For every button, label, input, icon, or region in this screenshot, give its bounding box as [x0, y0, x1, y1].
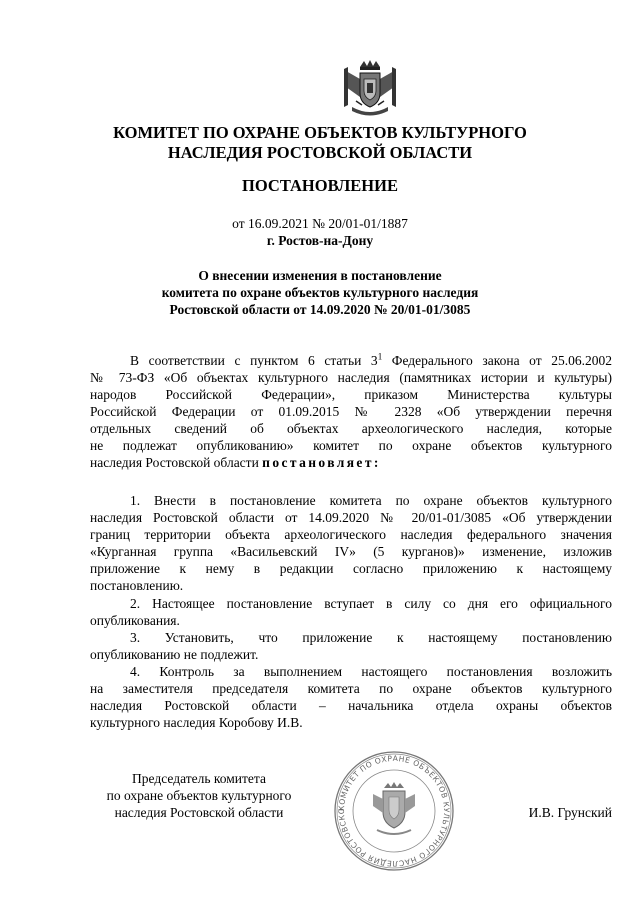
item-1-line: приложение к нему в редакции согласно приложению к настоящему — [90, 561, 612, 576]
resolves-word: постановляет: — [262, 455, 381, 470]
item-2-line: 2. Настоящее постановление вступает в силу со дня его официального — [130, 596, 612, 611]
item-4-line: культурного наследия Коробову И.В. — [90, 715, 303, 730]
preamble-line-7: наследия Ростовской области постановляет: — [90, 455, 381, 470]
subject-line1: О внесении изменения в постановление — [198, 268, 442, 283]
item-4 — [90, 663, 612, 731]
preamble-line-5: отдельных сведений об объектах археологического наследия, которые — [90, 421, 612, 436]
coat-of-arms-emblem — [338, 57, 402, 121]
preamble-line-2: № 73-ФЗ «Об объектах культурного наследия (памятниках истории и культуры) — [90, 370, 612, 385]
subject-line2: комитета по охране объектов культурного наследия — [161, 285, 479, 300]
document-type: ПОСТАНОВЛЕНИЕ — [242, 176, 398, 195]
item-1-line: «Курганная группа «Васильевский IV» (5 курганов)» изменение, изложив — [90, 544, 612, 559]
item-1-line: наследия Ростовской области от 14.09.2020 № 20/01-01/3085 «Об утверждении — [90, 510, 612, 525]
item-1 — [90, 492, 612, 594]
official-stamp — [333, 750, 455, 872]
preamble-line-3: народов Российской Федерации», приказом Министерства культуры — [90, 387, 612, 402]
signatory-title — [84, 770, 314, 821]
item-3-line: опубликованию не подлежит. — [90, 647, 259, 662]
item-4-line: 4. Контроль за выполнением настоящего постановления возложить — [130, 664, 612, 679]
city: г. Ростов-на-Дону — [266, 233, 374, 248]
stamp-ring-text: КОМИТЕТ ПО ОХРАНЕ ОБЪЕКТОВ КУЛЬТУРНОГО НАСЛЕДИЯ РОСТОВСКО — [336, 753, 452, 869]
item-4-line: наследия Ростовской области – начальника отдела охраны объектов — [90, 698, 612, 713]
item-1-line: 1. Внести в постановление комитета по охране объектов культурного — [130, 493, 612, 508]
subject-line3: Ростовской области от 14.09.2020 № 20/01-01/3085 — [169, 302, 471, 317]
date-number: от 16.09.2021 № 20/01-01/1887 — [232, 216, 408, 231]
item-1-line: границ территории объекта археологического наследия федерального значения — [90, 527, 612, 542]
signatory-title-line2: по охране объектов культурного — [106, 788, 292, 803]
preamble-line-1: В соответствии с пунктом 6 статьи $3^1$ Федерального закона от 25.06.2002 — [130, 352, 612, 368]
item-3 — [90, 629, 612, 663]
preamble-paragraph — [90, 352, 612, 471]
preamble-line-4: Российской Федерации от 01.09.2015 № 2328 «Об утверждении перечня — [90, 404, 612, 419]
org-name-line2: НАСЛЕДИЯ РОСТОВСКОЙ ОБЛАСТИ — [167, 143, 473, 162]
item-4-line: на заместителя председателя комитета по охране объектов культурного — [90, 681, 612, 696]
signatory-title-line1: Председатель комитета — [132, 771, 266, 786]
item-2 — [90, 595, 612, 629]
item-2-line: опубликования. — [90, 613, 180, 628]
signatory-title-line3: наследия Ростовской области — [114, 805, 284, 820]
item-3-line: 3. Установить, что приложение к настоящему постановлению — [130, 630, 612, 645]
preamble-line-6: не подлежат опубликованию» комитет по охране объектов культурного — [90, 438, 612, 453]
signatory-name: И.В. Грунский — [528, 805, 612, 820]
item-1-line: постановлению. — [90, 578, 184, 593]
org-name-line1: КОМИТЕТ ПО ОХРАНЕ ОБЪЕКТОВ КУЛЬТУРНОГО — [113, 123, 527, 142]
